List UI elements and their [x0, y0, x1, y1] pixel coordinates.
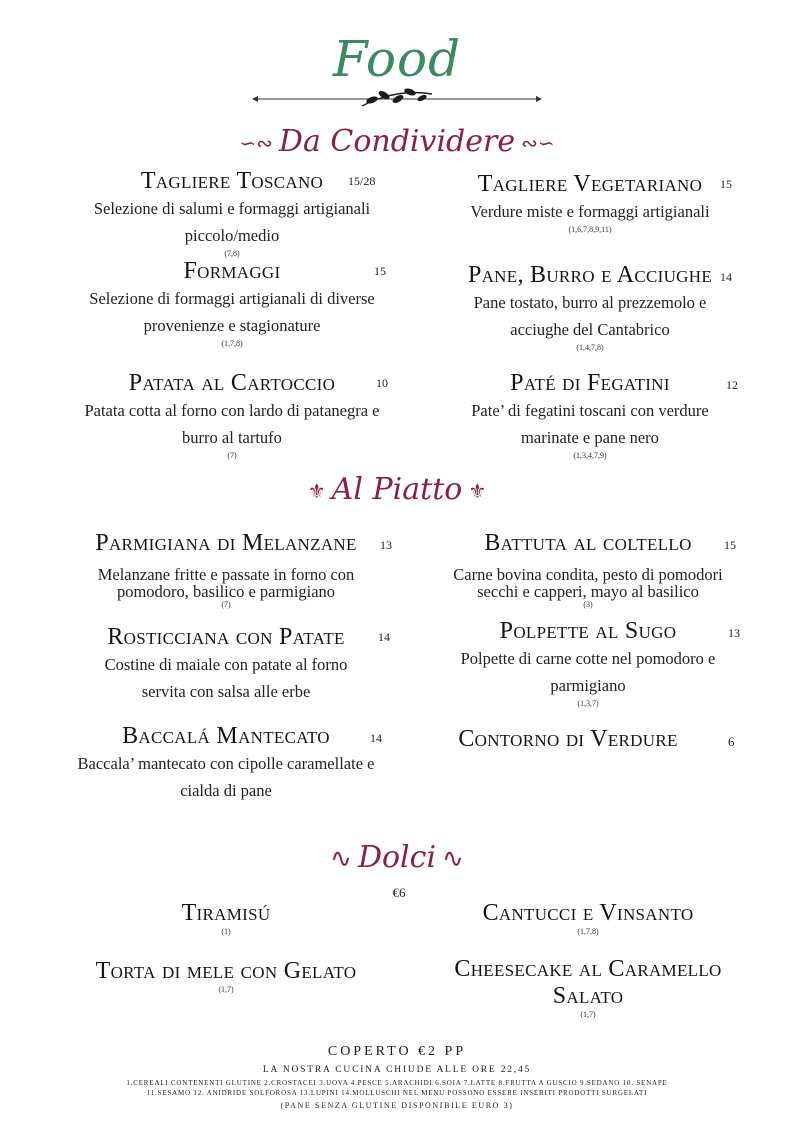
item-name: Battuta al coltello — [484, 530, 692, 556]
item-name: Patata al Cartoccio — [128, 370, 336, 396]
menu-item — [398, 726, 738, 753]
item-allergens: (3) — [583, 600, 593, 609]
section-title-label: Dolci — [357, 840, 437, 875]
item-price: 14 — [370, 731, 382, 745]
item-name: Formaggi — [183, 258, 281, 284]
item-price: 14 — [378, 630, 390, 644]
item-name: Cheesecake al Caramello Salato — [454, 956, 722, 1009]
item-description: Verdure miste e formaggi artigianali — [470, 202, 710, 221]
menu-item — [56, 723, 396, 804]
menu-item — [438, 956, 738, 1019]
section-title-label: Da Condividere — [278, 124, 516, 159]
wave-ornament-icon: ∿ — [330, 844, 352, 874]
allergen-legend — [0, 1078, 794, 1098]
menu-item — [62, 168, 402, 258]
item-name: Cantucci e Vinsanto — [482, 900, 694, 926]
fleur-de-lis-icon: ⚜ — [468, 479, 487, 503]
item-price: 13 — [380, 538, 392, 552]
item-allergens: (7) — [221, 600, 231, 609]
item-price: 14 — [720, 270, 732, 284]
item-allergens: (1,4,7,8) — [576, 343, 604, 352]
item-description: Melanzane fritte e passate in forno con pomodoro, basilico e parmigiano — [97, 565, 355, 601]
menu-item — [62, 258, 402, 348]
menu-item — [420, 262, 760, 352]
item-allergens: (7,8) — [224, 249, 240, 258]
section-title-label: Al Piatto — [331, 472, 463, 507]
item-description: Patata cotta al forno con lardo di patanegra e burro al tartufo — [84, 401, 380, 447]
item-name: Contorno di Verdure — [458, 726, 678, 752]
item-description: Costine di maiale con patate al forno servita con salsa alle erbe — [104, 655, 348, 701]
menu-item — [56, 530, 396, 609]
item-description: Carne bovina condita, pesto di pomodori secchi e capperi, mayo al basilico — [453, 565, 723, 601]
menu-item — [418, 900, 758, 936]
menu-item — [56, 624, 396, 705]
item-allergens: (1,7,8) — [577, 927, 599, 936]
item-name: Tagliere Toscano — [140, 168, 324, 194]
item-price: 6 — [728, 734, 735, 749]
section-title-da-condividere — [0, 124, 794, 159]
menu-item — [56, 900, 396, 936]
item-description: Pane tostato, burro al prezzemolo e acciughe del Cantabrico — [473, 293, 707, 339]
menu-title: Food — [332, 30, 462, 88]
item-name: Rosticciana con Patate — [107, 624, 345, 650]
coperto-text: COPERTO €2 PP — [327, 1044, 467, 1059]
item-allergens: (1) — [221, 927, 231, 936]
dolci-price: €6 — [392, 885, 406, 900]
swirl-ornament-icon: ∾∽ — [521, 131, 555, 155]
item-description: Selezione di salumi e formaggi artigianali piccolo/medio — [93, 199, 371, 245]
item-price: 10 — [376, 376, 388, 390]
item-name: Polpette al Sugo — [499, 618, 677, 644]
item-description: Polpette di carne cotte nel pomodoro e parmigiano — [460, 649, 716, 695]
menu-item — [420, 370, 760, 460]
item-description: Pate’ di fegatini toscani con verdure marinate e pane nero — [471, 401, 709, 447]
allergen-legend-line: 11.SESAMO 12. ANIDRIDE SOLFOROSA 13.LUPINI 14.MOLLUSCHI NEL MENU POSSONO ESSERE INSERITI PRODOTTI SURGELATI — [146, 1089, 648, 1097]
vine-divider — [252, 84, 542, 114]
item-name: Paté di Fegatini — [510, 370, 670, 396]
section-title-dolci — [0, 840, 794, 875]
section-title-al-piatto — [0, 472, 794, 507]
item-name: Tagliere Vegetariano — [477, 171, 703, 197]
item-allergens: (1,6,7,8,9,11) — [568, 225, 612, 234]
item-allergens: (1,7,8) — [221, 339, 243, 348]
item-allergens: (1,7) — [218, 985, 234, 994]
item-price: 12 — [726, 378, 738, 392]
item-description: Baccala’ mantecato con cipolle caramellate e cialda di pane — [77, 754, 375, 800]
item-name: Baccalá Mantecato — [122, 723, 330, 749]
item-price: 15 — [720, 177, 732, 191]
item-name: Parmigiana di Melanzane — [95, 530, 357, 556]
swirl-ornament-icon: ∽∾ — [239, 131, 273, 155]
kitchen-closing-text: LA NOSTRA CUCINA CHIUDE ALLE ORE 22,45 — [262, 1065, 532, 1075]
fleur-de-lis-icon: ⚜ — [307, 479, 326, 503]
menu-item — [86, 958, 366, 994]
allergen-legend-line: 1.CEREALI CONTENENTI GLUTINE 2.CROSTACEI 3.UOVA 4.PESCE 5.ARACHIDI 6.SOIA 7.LATTE 8.FRUTTA A GUSCIO 9.SEDANO 10. SENAPE — [126, 1079, 668, 1087]
menu-item — [62, 370, 402, 460]
wave-ornament-icon: ∿ — [442, 844, 464, 874]
item-name: Torta di mele con Gelato — [95, 958, 357, 984]
item-allergens: (1,3,7) — [577, 699, 599, 708]
item-description: Selezione di formaggi artigianali di diverse provenienze e stagionature — [89, 289, 375, 335]
menu-item — [420, 171, 760, 234]
gluten-free-bread-note: (PANE SENZA GLUTINE DISPONIBILE EURO 3) — [280, 1101, 514, 1110]
menu-item — [418, 618, 758, 708]
item-price: 15/28 — [348, 174, 376, 188]
item-name: Tiramisú — [181, 900, 271, 926]
item-price: 15 — [724, 538, 736, 552]
menu-item — [418, 530, 758, 609]
item-allergens: (1,7) — [580, 1010, 596, 1019]
item-allergens: (1,3,4,7,9) — [573, 451, 607, 460]
item-price: 15 — [374, 264, 386, 278]
item-name: Pane, Burro e Acciughe — [467, 262, 713, 288]
item-price: 13 — [728, 626, 740, 640]
item-allergens: (7) — [227, 451, 237, 460]
